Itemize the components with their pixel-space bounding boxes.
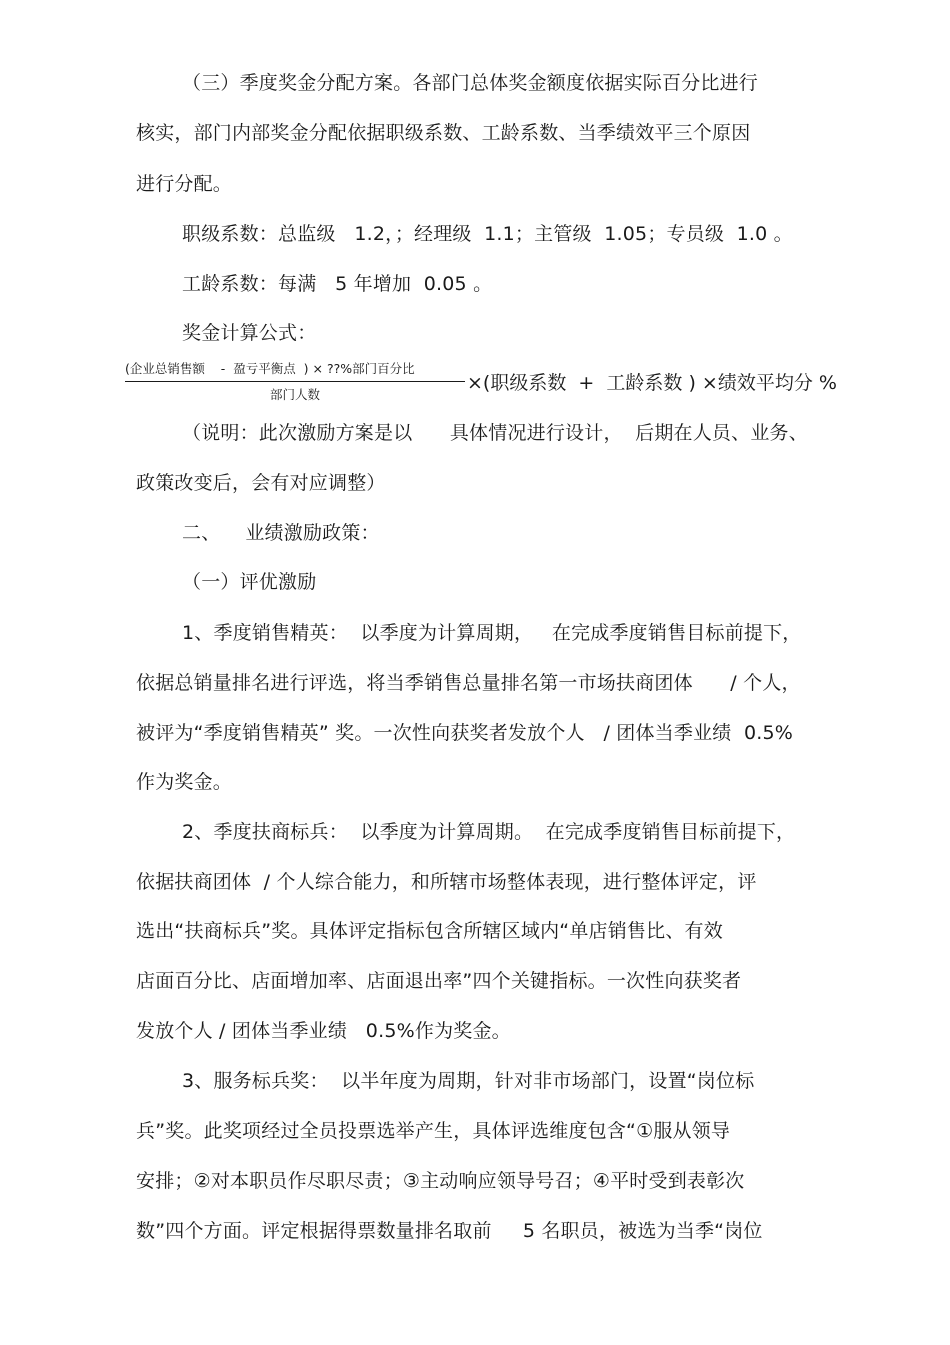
section-heading: 二、 业绩激励政策： <box>182 522 380 544</box>
paragraph-line: 奖金计算公式： <box>182 322 317 344</box>
formula-multiplier: ×(职级系数 + 工龄系数 ) ×绩效平均分 % <box>467 372 837 394</box>
paragraph-line: 兵”奖。此奖项经过全员投票选举产生，具体评选维度包含“①服从领导 <box>136 1120 731 1142</box>
paragraph-line: 2、季度扶商标兵： 以季度为计算周期。 在完成季度销售目标前提下， <box>182 821 796 843</box>
paragraph-line: 职级系数：总监级 1.2，；经理级 1.1；主管级 1.05；专员级 1.0 。 <box>182 223 793 245</box>
paragraph-line: 发放个人 / 团体当季业绩 0.5%作为奖金。 <box>136 1020 511 1042</box>
paragraph-line: 选出“扶商标兵”奖。具体评定指标包含所辖区域内“单店销售比、有效 <box>136 920 723 942</box>
paragraph-line: 3、服务标兵奖： 以半年度为周期，针对非市场部门，设置“岗位标 <box>182 1070 755 1092</box>
paragraph-line: （说明：此次激励方案是以 具体情况进行设计， 后期在人员、业务、 <box>182 422 808 444</box>
bonus-formula <box>125 360 885 410</box>
paragraph-line: 核实，部门内部奖金分配依据职级系数、工龄系数、当季绩效平三个原因 <box>136 122 751 144</box>
paragraph-line: 依据总销量排名进行评选，将当季销售总量排名第一市场扶商团体 / 个人， <box>136 672 801 694</box>
paragraph-line: 政策改变后，会有对应调整） <box>136 472 386 494</box>
paragraph-line: 工龄系数：每满 5 年增加 0.05 。 <box>182 273 493 295</box>
paragraph-line: 数”四个方面。评定根据得票数量排名取前 5 名职员，被选为当季“岗位 <box>136 1220 763 1242</box>
paragraph-line: 1、季度销售精英： 以季度为计算周期， 在完成季度销售目标前提下， <box>182 622 802 644</box>
fraction-bar <box>125 381 465 382</box>
paragraph-line: （三）季度奖金分配方案。各部门总体奖金额度依据实际百分比进行 <box>182 72 759 94</box>
paragraph-line: 被评为“季度销售精英” 奖。一次性向获奖者发放个人 / 团体当季业绩 0.5% <box>136 722 794 744</box>
paragraph-line: 安排；②对本职员作尽职尽责；③主动响应领导号召；④平时受到表彰次 <box>136 1170 745 1192</box>
paragraph-line: 店面百分比、店面增加率、店面退出率”四个关键指标。一次性向获奖者 <box>136 970 742 992</box>
formula-numerator: (企业总销售额 - 盈亏平衡点 ) × ??%部门百分比 <box>125 361 415 376</box>
formula-denominator: 部门人数 <box>269 387 320 402</box>
paragraph-line: 作为奖金。 <box>136 771 233 793</box>
subsection-heading: （一）评优激励 <box>182 571 317 593</box>
paragraph-line: 依据扶商团体 / 个人综合能力，和所辖市场整体表现，进行整体评定，评 <box>136 871 757 893</box>
paragraph-line: 进行分配。 <box>136 173 233 195</box>
